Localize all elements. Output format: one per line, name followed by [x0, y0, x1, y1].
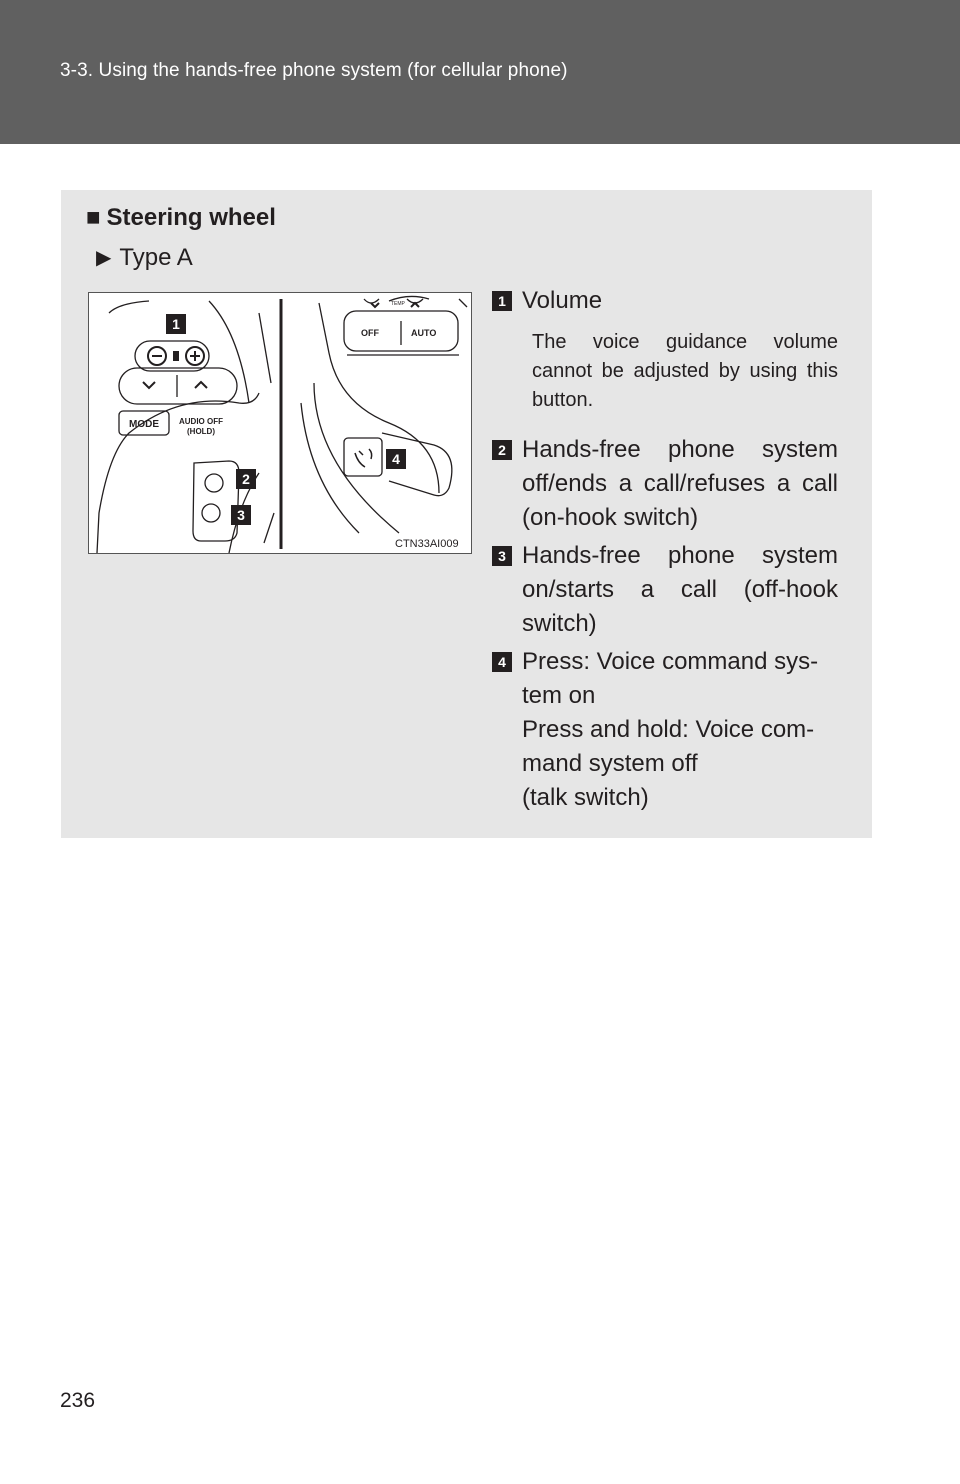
audio-off-label: AUDIO OFF: [179, 417, 223, 426]
callout-marker-1: 1: [492, 291, 512, 311]
item-text: Hands-free phone system on/starts a call (off-hook switch): [522, 542, 838, 637]
auto-label: AUTO: [411, 328, 437, 338]
page-number: 236: [60, 1389, 96, 1412]
type-label: [96, 244, 193, 272]
callout-marker-4: 4: [492, 652, 512, 672]
steering-wheel-illustration: [88, 292, 472, 554]
header-title: 3-3. Using the hands-free phone system (for cellular phone): [60, 60, 568, 81]
svg-text:2: 2: [242, 471, 250, 487]
callout-3: [231, 505, 251, 525]
steering-wheel-drawing: [89, 293, 473, 555]
hold-label: (HOLD): [187, 427, 215, 436]
type-label-text: Type A: [119, 244, 193, 271]
temp-label: TEMP: [391, 301, 405, 307]
svg-text:3: 3: [237, 507, 245, 523]
off-label: OFF: [361, 328, 379, 338]
callout-1: [166, 314, 186, 334]
mode-label: MODE: [129, 419, 159, 430]
callout-descriptions: [492, 284, 838, 815]
square-bullet-icon: ■: [86, 204, 101, 231]
list-item: [492, 539, 838, 641]
talk-icon: [355, 449, 372, 467]
item-line: mand system off: [522, 750, 698, 777]
callout-marker-3: 3: [492, 546, 512, 566]
item-line: Press and hold: Voice com-: [522, 716, 815, 743]
callout-marker-2: 2: [492, 440, 512, 460]
item-note: The voice guidance volume cannot be adjusted by using this button.: [532, 331, 838, 411]
item-text: Hands-free phone system off/ends a call/refuses a call (on-hook switch): [522, 436, 838, 531]
item-line: Press: Voice command sys-: [522, 648, 819, 675]
list-item: [492, 284, 838, 415]
callout-4: [386, 449, 406, 469]
list-item: [492, 645, 838, 815]
item-text: [522, 645, 838, 815]
svg-text:4: 4: [392, 451, 400, 467]
section-heading-text: Steering wheel: [106, 204, 276, 231]
triangle-arrow-icon: ▶: [96, 247, 112, 269]
figure-caption: CTN33AI009: [395, 538, 459, 550]
speaker-icon: [173, 351, 179, 361]
list-item: [492, 433, 838, 535]
item-line: (talk switch): [522, 784, 649, 811]
item-line: tem on: [522, 682, 596, 709]
page-header: [0, 0, 960, 144]
item-text: Volume: [522, 287, 603, 314]
callout-2: [236, 469, 256, 489]
section-heading: [86, 204, 276, 232]
svg-text:1: 1: [172, 316, 180, 332]
